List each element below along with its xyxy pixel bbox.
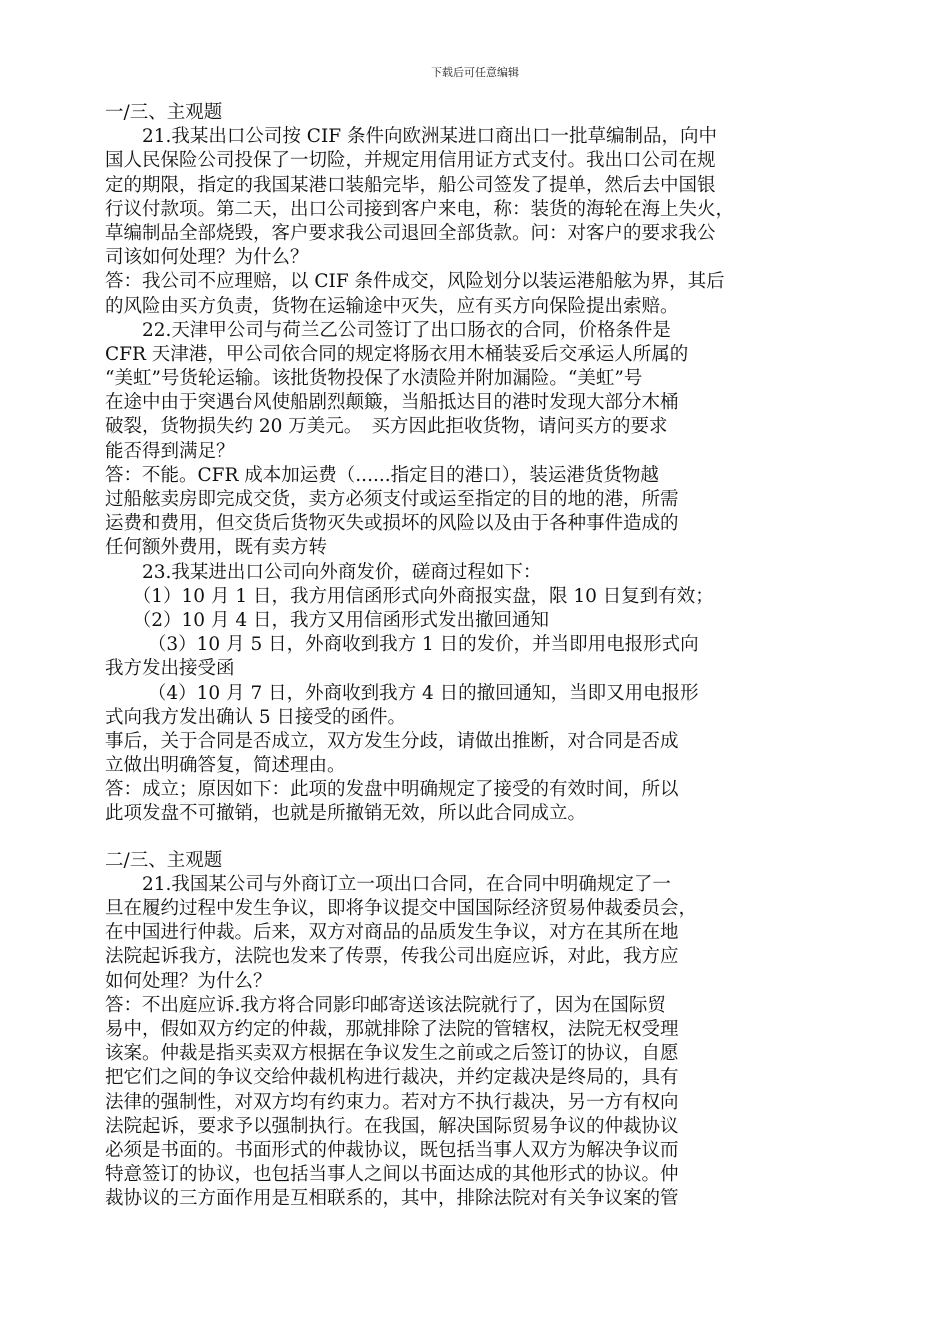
document-body [105, 101, 850, 1211]
answer-21: 答：我公司不应理赔，以 CIF 条件成交，风险划分以装运港船舷为界，其后 的风险由买方负责，货物在运输途中灭失，应有买方向保险提出索赔。 [105, 271, 725, 317]
section-spacer [105, 827, 850, 849]
section-heading: 一/三、主观题 [105, 102, 223, 123]
question-21-section2: 21.我国某公司与外商订立一项出口合同，在合同中明确规定了一 旦在履约过程中发生争议，即将争议提交中国国际经济贸易仲裁委员会， 在中国进行仲裁。后来，双方对商品的品质发生争议，对方在其所在地 法院起诉我方，法院也发来了传票，传我公司出庭应诉，对此，我方应 如何处理？为什么？ [105, 873, 698, 992]
page-header: 下载后可任意编辑 [431, 66, 519, 79]
answer-23: 答：成立；原因如下：此项的发盘中明确规定了接受的有效时间，所以 此项发盘不可撤销，也就是所撤销无效，所以此合同成立。 [105, 779, 679, 825]
question-21: 21.我某出口公司按 CIF 条件向欧洲某进口商出口一批草编制品，向中 国人民保险公司投保了一切险，并规定用信用证方式支付。我出口公司在规 定的期限，指定的我国某港口装船完毕，船公司签发了提单，然后去中国银 行议付款项。第二天，出口公司接到客户来电，称：装货的海轮在海上失火， 草编制品全部烧毁，客户要求我公司退回全部货款。问：对客户的要求我公 司该如何处理？为什么？ [105, 126, 735, 269]
answer-22: 答：不能。CFR 成本加运费（......指定目的港口），装运港货货物越 过船舷卖房即完成交货，卖方必须支付或运至指定的目的地的港，所需 运费和费用，但交货后货物灭失或损坏的风险以及由于各种事件造成的 任何额外费用，既有卖方转 [105, 464, 679, 559]
question-23: 23.我某进出口公司向外商发价，磋商过程如下： （1）10 月 1 日，我方用信函形式向外商报实盘，限 10 日复到有效； （2）10 月 4 日，我方又用信函形式发出撤回通知 （3）10 月 5 日，外商收到我方 1 日的发价，并当即用电报形式向 我方发出接受函 （4）10 月 7 日，外商收到我方 4 日的撤回通知，当即又用电报形 式向我方发出确认 5 日接受的函件。 事后，关于合同是否成立，双方发生分歧，请做出推断，对合同是否成 立做出明确答复，简述理由。 [105, 561, 714, 777]
section-heading: 二/三、主观题 [105, 849, 223, 871]
answer-21-section2: 答：不出庭应诉.我方将合同影印邮寄送该法院就行了，因为在国际贸 易中，假如双方约定的仲裁，那就排除了法院的管辖权，法院无权受理 该案。仲裁是指买卖双方根据在争议发生之前或之后签订的协议，自愿 把它们之间的争议交给仲裁机构进行裁决，并约定裁决是终局的，具有 法律的强制性，对双方均有约束力。若对方不执行裁决，另一方有权向 法院起诉，要求予以强制执行。在我国，解决国际贸易争议的仲裁协议 必须是书面的。书面形式的仲裁协议，既包括当事人双方为解决争议而 特意签订的协议，也包括当事人之间以书面达成的其他形式的协议。仲 裁协议的三方面作用是互相联系的，其中，排除法院对有关争议案的管 [105, 994, 679, 1210]
question-22: 22.天津甲公司与荷兰乙公司签订了出口肠衣的合同，价格条件是 CFR 天津港，甲公司依合同的规定将肠衣用木桶装妥后交承运人所属的 “美虹”号货轮运输。该批货物投保了水渍险并附加漏险。“美虹”号 在途中由于突遇台风使船剧烈颠簸，当船抵达目的港时发现大部分木桶 破裂，货物损失约 20 万美元。 买方因此拒收货物，请问买方的要求 能否得到满足？ [105, 319, 689, 462]
